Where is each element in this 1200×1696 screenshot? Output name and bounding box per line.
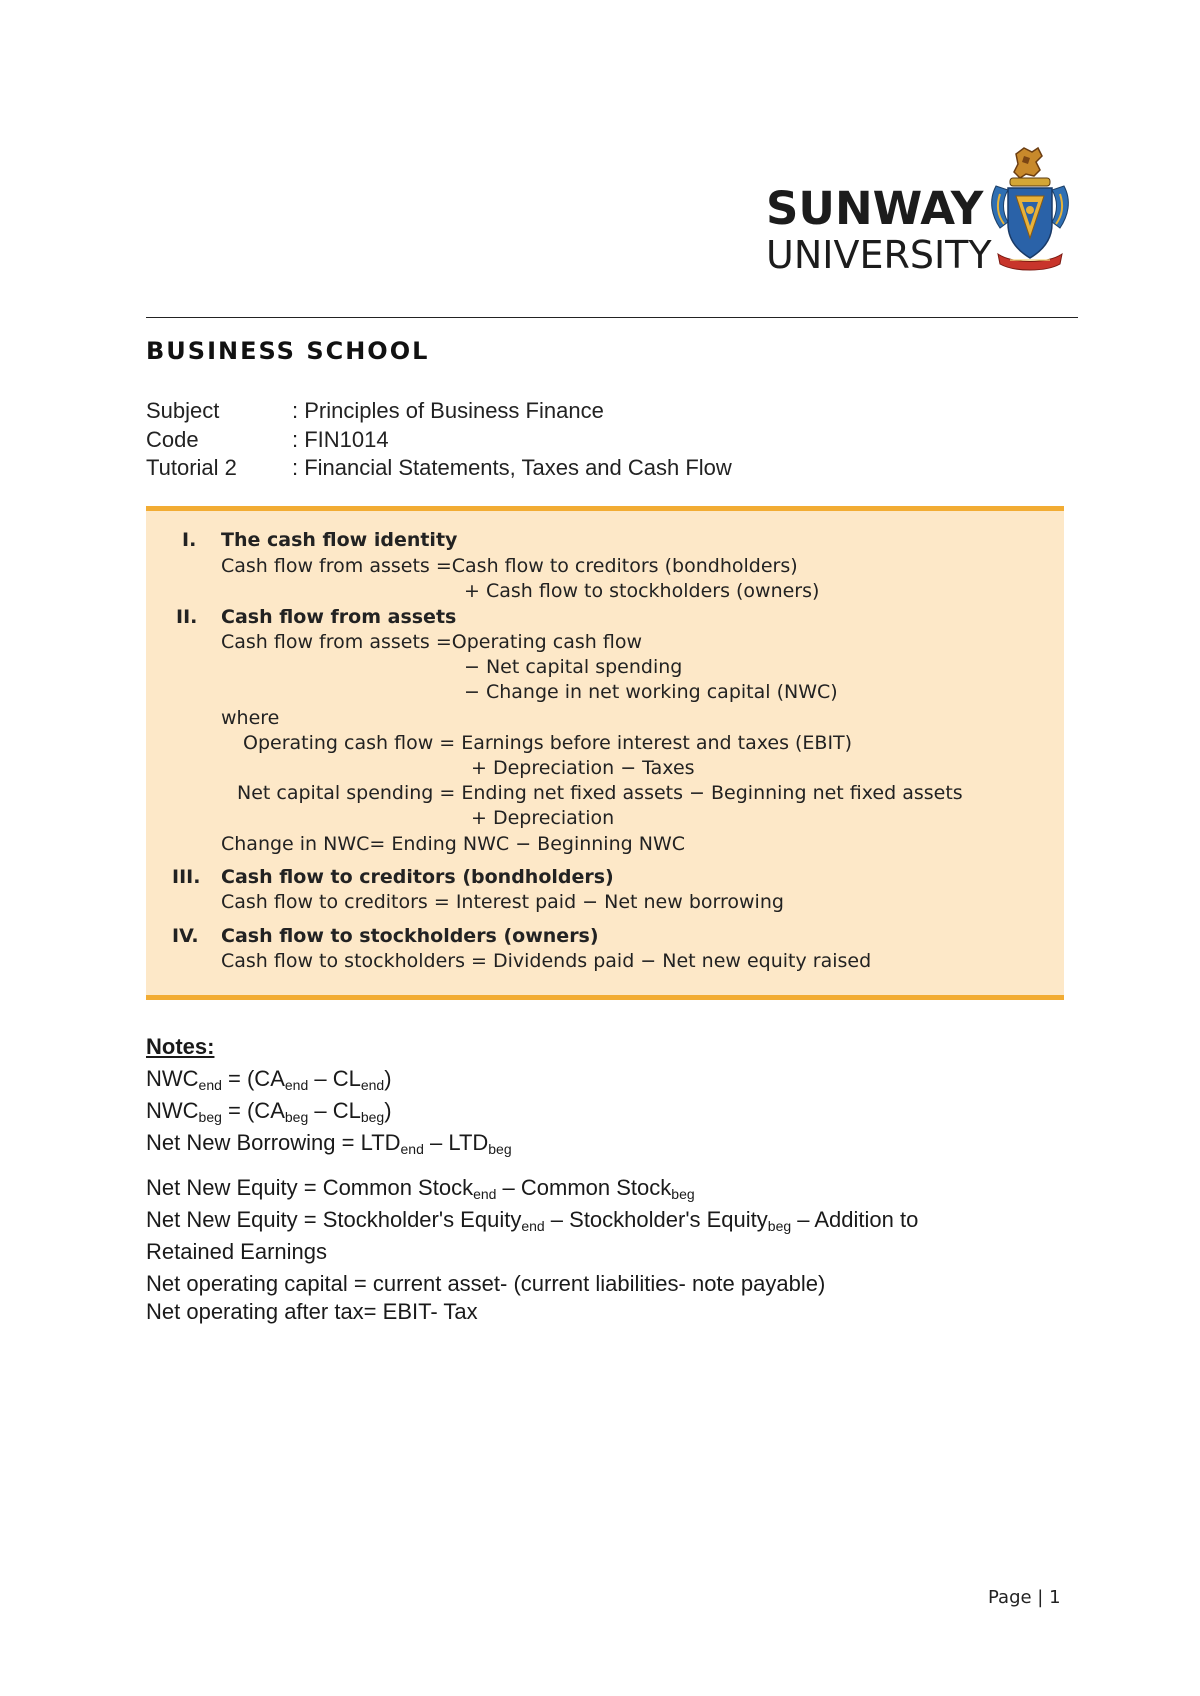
section-number: II.: [176, 606, 198, 628]
note-subscript: beg: [767, 1218, 792, 1234]
note-net-operating-capital: Net operating capital = current asset- (current liabilities- note payable): [146, 1271, 826, 1296]
note-net-new-equity-2-cont: Retained Earnings: [146, 1239, 328, 1264]
formula-line: + Depreciation: [471, 807, 615, 829]
formula-line: + Cash flow to stockholders (owners): [464, 580, 820, 602]
formula-line: where: [221, 707, 280, 729]
formula-line: Operating cash flow = Earnings before interest and taxes (EBIT): [243, 732, 853, 754]
note-subscript: end: [473, 1186, 497, 1202]
note-subscript: end: [198, 1077, 222, 1093]
note-subscript: beg: [198, 1109, 222, 1125]
note-text: – Addition to: [791, 1207, 919, 1232]
note-text: – Stockholder's Equity: [544, 1207, 768, 1232]
note-subscript: beg: [488, 1141, 512, 1157]
meta-value: : Financial Statements, Taxes and Cash Flow: [292, 455, 732, 480]
meta-tutorial: [146, 455, 732, 481]
page-number: Page | 1: [988, 1587, 1061, 1608]
note-subscript: beg: [284, 1109, 309, 1125]
note-text: – CL: [308, 1098, 361, 1123]
note-text: ): [384, 1098, 392, 1123]
note-text: Net New Borrowing = LTD: [146, 1130, 401, 1155]
note-subscript: end: [521, 1218, 545, 1234]
formula-line: Cash flow to stockholders = Dividends paid − Net new equity raised: [221, 950, 872, 972]
note-text: ): [384, 1066, 392, 1091]
section-number: IV.: [172, 925, 199, 947]
sunway-university-logo: [766, 146, 1072, 278]
meta-label: Tutorial 2: [146, 455, 237, 480]
formula-line: + Depreciation − Taxes: [471, 757, 695, 779]
note-text: = (CA: [221, 1066, 285, 1091]
section-title: The cash flow identity: [221, 529, 458, 551]
note-subscript: end: [360, 1077, 385, 1093]
note-text: – LTD: [423, 1130, 489, 1155]
meta-value: : Principles of Business Finance: [292, 398, 604, 423]
meta-value: : FIN1014: [292, 427, 389, 452]
note-text: – Common Stock: [496, 1175, 672, 1200]
note-subscript: end: [284, 1077, 309, 1093]
note-text: NWC: [146, 1098, 199, 1123]
logo-word-sunway: SUNWAY: [766, 182, 984, 235]
note-subscript: beg: [671, 1186, 695, 1202]
meta-subject: [146, 398, 604, 424]
formula-line: Cash flow to creditors = Interest paid − Net new borrowing: [221, 891, 784, 913]
note-subscript: end: [400, 1141, 424, 1157]
note-text: Net New Equity = Stockholder's Equity: [146, 1207, 522, 1232]
formula-line: Cash flow from assets =Operating cash flow: [221, 631, 642, 653]
formula-line: Net capital spending = Ending net fixed assets − Beginning net fixed assets: [237, 782, 963, 804]
header-divider: [146, 317, 1078, 318]
university-crest-icon: [986, 146, 1074, 274]
meta-label: Subject: [146, 398, 220, 423]
section-title: Cash flow from assets: [221, 606, 457, 628]
section-title: Cash flow to stockholders (owners): [221, 925, 599, 947]
section-title: Cash flow to creditors (bondholders): [221, 866, 614, 888]
note-net-new-equity-2: [146, 1207, 918, 1234]
formula-line: Change in NWC= Ending NWC − Beginning NWC: [221, 833, 685, 855]
note-net-new-equity-1: [146, 1175, 695, 1202]
notes-heading: Notes:: [146, 1034, 215, 1059]
school-name: BUSINESS SCHOOL: [146, 337, 430, 365]
note-net-new-borrowing: [146, 1130, 512, 1157]
meta-code: [146, 427, 389, 453]
note-text: NWC: [146, 1066, 199, 1091]
note-net-operating-after-tax: Net operating after tax= EBIT- Tax: [146, 1299, 478, 1324]
note-text: = (CA: [221, 1098, 285, 1123]
formula-line: − Net capital spending: [464, 656, 683, 678]
formula-line: − Change in net working capital (NWC): [464, 681, 838, 703]
formula-line: Cash flow from assets =Cash flow to creditors (bondholders): [221, 555, 798, 577]
section-number: I.: [182, 529, 197, 551]
note-nwc-end: [146, 1066, 392, 1093]
logo-word-university: UNIVERSITY: [766, 233, 992, 277]
cash-flow-summary-box: [146, 506, 1064, 1000]
section-number: III.: [172, 866, 201, 888]
note-text: Net New Equity = Common Stock: [146, 1175, 474, 1200]
note-text: – CL: [308, 1066, 361, 1091]
note-subscript: beg: [360, 1109, 385, 1125]
note-nwc-beg: [146, 1098, 392, 1125]
meta-label: Code: [146, 427, 199, 452]
